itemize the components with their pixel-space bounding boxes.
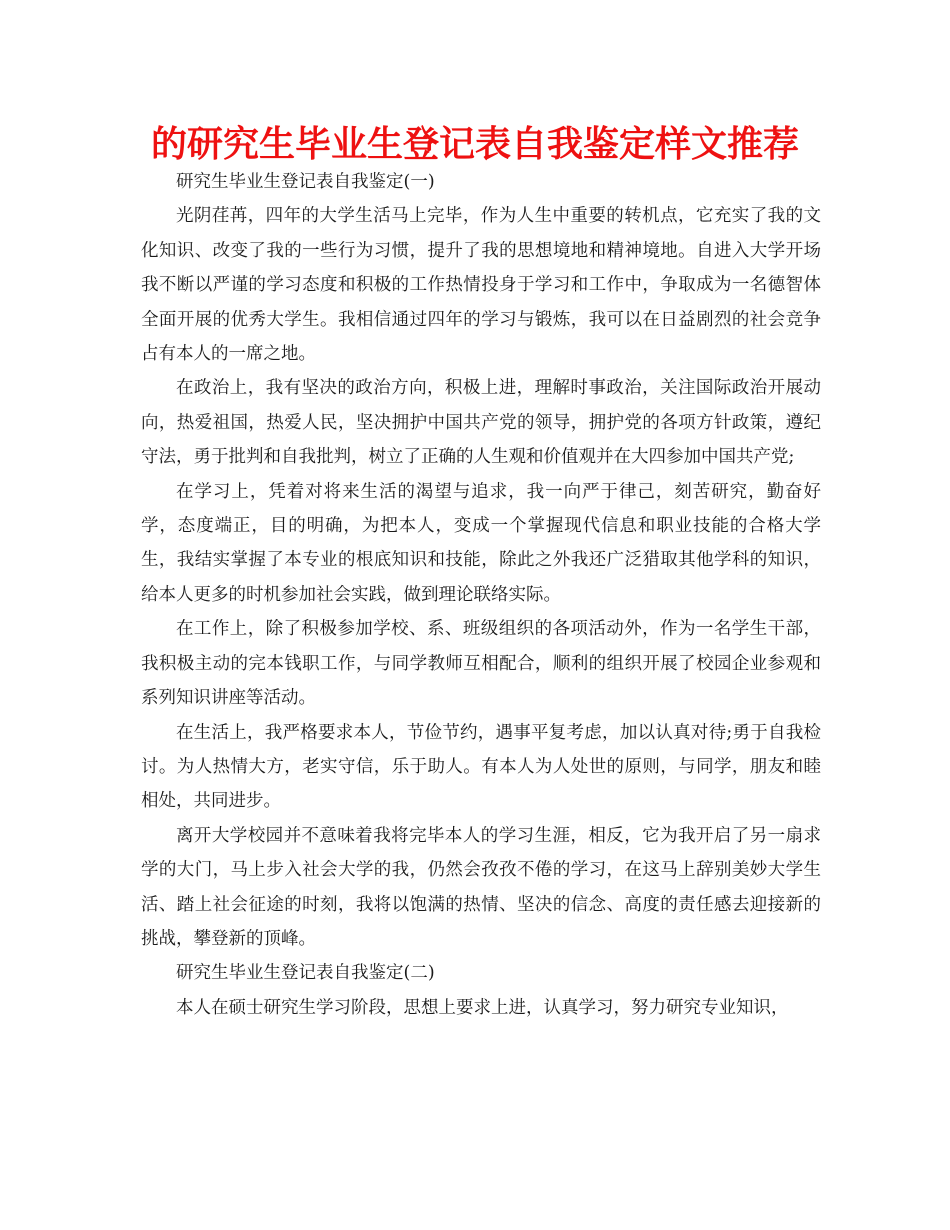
paragraph-conclusion: 离开大学校园并不意味着我将完毕本人的学习生涯，相反，它为我开启了另一扇求学的大门，马上步入社会大学的我，仍然会孜孜不倦的学习，在这马上辞别美妙大学生活、踏上社会征途的时刻，我将以饱满的热情、坚决的信念、高度的责任感去迎接新的挑战，攀登新的顶峰。 xyxy=(141,825,821,949)
paragraph-politics: 在政治上，我有坚决的政治方向，积极上进，理解时事政治，关注国际政治开展动向，热爱祖国，热爱人民，坚决拥护中国共产党的领导，拥护党的各项方针政策，遵纪守法，勇于批判和自我批判，树立了正确的人生观和价值观并在大四参加中国共产党; xyxy=(141,378,821,468)
paragraph-study: 在学习上，凭着对将来生活的渴望与追求，我一向严于律己，刻苦研究，勤奋好学，态度端正，目的明确，为把本人，变成一个掌握现代信息和职业技能的合格大学生，我结实掌握了本专业的根底知识和技能，除此之外我还广泛猎取其他学科的知识，给本人更多的时机参加社会实践，做到理论联络实际。 xyxy=(141,481,821,605)
document-body xyxy=(141,165,821,1025)
section-heading-2: 研究生毕业生登记表自我鉴定(二) xyxy=(176,963,435,984)
section-heading-1: 研究生毕业生登记表自我鉴定(一) xyxy=(176,172,435,192)
document-title: 的研究生毕业生登记表自我鉴定样文推荐 xyxy=(150,124,799,165)
paragraph-work: 在工作上，除了积极参加学校、系、班级组织的各项活动外，作为一名学生干部，我积极主动的完本钱职工作，与同学教师互相配合，顺利的组织开展了校园企业参观和系列知识讲座等活动。 xyxy=(141,619,821,709)
paragraph-second-intro: 本人在硕士研究生学习阶段，思想上要求上进，认真学习，努力研究专业知识， xyxy=(176,997,789,1018)
paragraph-intro: 光阴荏苒，四年的大学生活马上完毕，作为人生中重要的转机点，它充实了我的文化知识、改变了我的一些行为习惯，提升了我的思想境地和精神境地。自进入大学开场我不断以严谨的学习态度和积极的工作热情投身于学习和工作中，争取成为一名德智体全面开展的优秀大学生。我相信通过四年的学习与锻炼，我可以在日益剧烈的社会竞争占有本人的一席之地。 xyxy=(141,206,821,365)
paragraph-life: 在生活上，我严格要求本人，节俭节约，遇事平复考虑，加以认真对待;勇于自我检讨。为人热情大方，老实守信，乐于助人。有本人为人处世的原则，与同学，朋友和睦相处，共同进步。 xyxy=(141,722,821,812)
